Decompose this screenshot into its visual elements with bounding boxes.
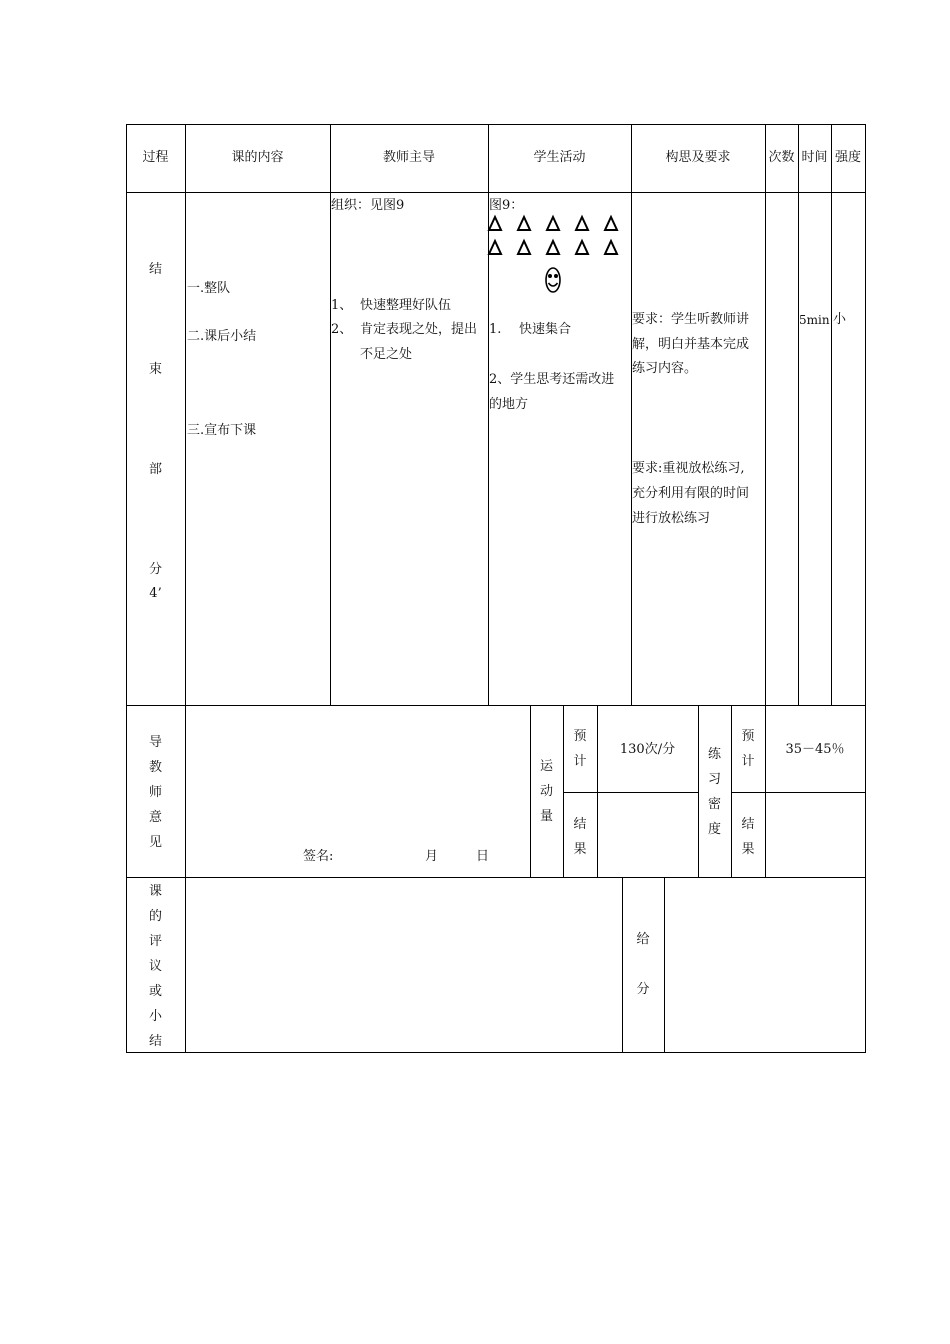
triangle-icon	[547, 217, 559, 230]
content-item: 一.整队	[187, 281, 231, 296]
teacher-item-number: 1、	[331, 298, 353, 313]
header-intensity: 强度	[834, 150, 861, 165]
col-divider-design	[765, 124, 766, 705]
requirement-line: 要求:重视放松练习,	[632, 461, 745, 476]
triangle-icon	[576, 241, 588, 254]
review-label: 课 的 评 议 或 小 结	[148, 884, 162, 1049]
signature-day: 日	[476, 849, 490, 864]
col-divider-advisor-3	[597, 705, 598, 877]
load-estimate-value: 130次/分	[619, 742, 676, 757]
triangle-icon	[518, 217, 530, 230]
section-label-suffix: 4’	[149, 586, 162, 601]
header-process: 过程	[142, 150, 169, 165]
section-label-char: 束	[148, 362, 162, 377]
header-divider	[126, 192, 866, 193]
requirement-line: 练习内容。	[632, 361, 698, 376]
table-border-right	[865, 124, 866, 1053]
load-estimate-label: 预 计	[573, 729, 587, 769]
teacher-item-text: 快速整理好队伍	[360, 298, 452, 313]
header-time: 时间	[801, 150, 828, 165]
col-divider-count	[798, 124, 799, 705]
header-teacher: 教师主导	[382, 150, 435, 165]
student-item-line: 的地方	[489, 397, 529, 412]
triangle-icon	[605, 241, 617, 254]
teacher-item-text: 肯定表现之处，提出	[360, 322, 478, 337]
col-divider-review-1	[622, 877, 623, 1053]
density-estimate-value: 35－45％	[785, 742, 845, 757]
student-item-text: 快速集合	[519, 322, 572, 337]
student-item-line: 2、学生思考还需改进	[489, 372, 615, 387]
score-label: 分	[636, 982, 650, 997]
teacher-item-continuation: 不足之处	[360, 347, 413, 362]
smiley-teacher-icon	[546, 268, 560, 292]
col-divider-process	[185, 124, 186, 1053]
load-result-label: 结 果	[573, 817, 587, 857]
requirement-line: 解，明白并基本完成	[632, 337, 750, 352]
teacher-organization: 组织：见图9	[331, 198, 405, 213]
triangle-icon	[518, 241, 530, 254]
col-divider-review-2	[664, 877, 665, 1053]
triangle-icon	[489, 241, 501, 254]
table-border-bottom	[126, 1052, 866, 1053]
signature-label: 签名:	[303, 849, 334, 864]
section-label-char: 结	[148, 262, 162, 277]
density-estimate-label: 预 计	[741, 729, 755, 769]
triangle-icon	[605, 217, 617, 230]
header-design: 构思及要求	[665, 150, 731, 165]
advisor-divider	[126, 877, 866, 878]
triangle-icon	[489, 217, 501, 230]
content-item: 三.宣布下课	[187, 423, 257, 438]
header-student: 学生活动	[533, 150, 586, 165]
section-label-char: 分	[148, 562, 162, 577]
signature-month: 月	[425, 849, 439, 864]
teacher-item-number: 2、	[331, 322, 353, 337]
triangle-icon	[576, 217, 588, 230]
score-label: 给	[636, 932, 650, 947]
requirement-line: 充分利用有限的时间	[632, 486, 750, 501]
col-divider-time	[831, 124, 832, 705]
header-count: 次数	[768, 150, 795, 165]
density-subdivider	[731, 792, 866, 793]
requirement-line: 进行放松练习	[632, 511, 711, 526]
exercise-density-label: 练 习 密 度	[707, 747, 721, 837]
time-value: 5min	[799, 313, 830, 327]
col-divider-advisor-6	[765, 705, 766, 877]
content-item: 二.课后小结	[187, 329, 257, 344]
col-divider-student	[631, 124, 632, 705]
header-content: 课的内容	[231, 150, 284, 165]
requirement-line: 要求：学生听教师讲	[632, 312, 750, 327]
figure-label: 图9：	[489, 198, 524, 213]
formation-figure	[488, 212, 631, 296]
student-item-number: 1.	[489, 322, 502, 337]
table-border-top	[126, 124, 866, 125]
section-divider	[126, 705, 866, 706]
section-label-char: 部	[148, 462, 162, 477]
advisor-label: 导 教 师 意 见	[148, 735, 162, 850]
triangle-icon	[547, 241, 559, 254]
intensity-value: 小	[833, 312, 847, 327]
exercise-load-label: 运 动 量	[539, 759, 553, 824]
load-subdivider	[563, 792, 698, 793]
density-result-label: 结 果	[741, 817, 755, 857]
